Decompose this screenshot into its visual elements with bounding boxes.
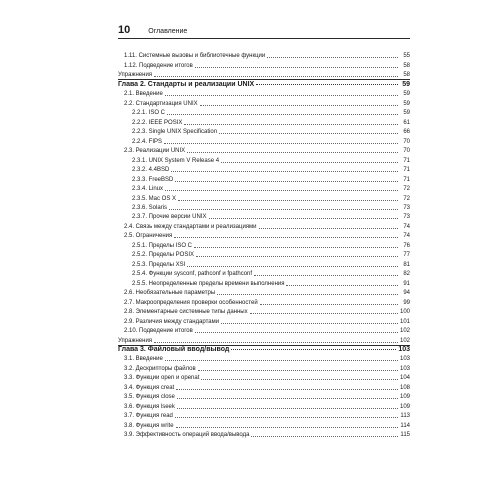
toc-entry-page: 70 <box>403 148 410 155</box>
toc-entry[interactable] <box>118 51 410 60</box>
toc-entry-title: 3.3. Функции open и openat <box>124 375 200 382</box>
toc-entry-title: 2.1. Введение <box>124 91 163 98</box>
toc-entry-title: 2.6. Необязательные параметры <box>124 290 216 297</box>
toc-entry-title: 1.11. Системные вызовы и библиотечные функции <box>124 53 266 60</box>
toc-entry[interactable] <box>118 203 410 212</box>
toc-entry-page: 72 <box>403 195 410 202</box>
toc-entry-title: 2.3.6. Solaris <box>132 204 168 211</box>
toc-entry-title: 3.7. Функция read <box>124 413 173 420</box>
toc-entry-title: Упражнения <box>118 337 153 344</box>
toc-entry-page: 91 <box>403 280 410 287</box>
toc-entry-page: 81 <box>403 261 410 268</box>
toc-entry-page: 70 <box>403 138 410 145</box>
toc-leader-dots <box>221 162 398 163</box>
toc-leader-dots <box>254 275 398 276</box>
toc-entry-title: 2.3. Реализации UNIX <box>124 148 186 155</box>
toc-entry-title: Глава 2. Стандарты и реализации UNIX <box>118 81 255 89</box>
toc-leader-dots <box>177 398 398 399</box>
toc-leader-dots <box>187 152 398 153</box>
toc-entry-title: 2.7. Макроопределения проверки особенностей <box>124 299 258 306</box>
toc-entry-page: 58 <box>403 62 410 69</box>
toc-entry[interactable] <box>118 60 410 69</box>
toc-leader-dots <box>165 190 398 191</box>
toc-leader-dots <box>187 266 398 267</box>
toc-entry[interactable] <box>118 420 410 429</box>
toc-entry-title: 2.3.4. Linux <box>132 186 164 193</box>
toc-leader-dots <box>178 200 398 201</box>
toc-chapter-entry[interactable] <box>118 345 410 354</box>
toc-entry-title: Упражнения <box>118 72 153 79</box>
toc-leader-dots <box>221 323 398 324</box>
toc-entry-title: 2.5.3. Пределы XSI <box>132 261 186 268</box>
toc-leader-dots <box>184 124 398 125</box>
toc-entry-page: 113 <box>400 413 410 420</box>
toc-entry-title: 2.10. Подведение итогов <box>124 328 193 335</box>
toc-entry-title: 2.2.2. IEEE POSIX <box>132 119 183 126</box>
toc-entry-title: 2.3.7. Прочие версии UNIX <box>132 214 207 221</box>
toc-entry-page: 71 <box>403 176 410 183</box>
toc-entry[interactable] <box>118 127 410 136</box>
toc-entry-title: Глава 3. Файловый ввод/вывод <box>118 346 230 354</box>
toc-entry[interactable] <box>118 250 410 259</box>
toc-entry-title: 2.5.2. Пределы POSIX <box>132 252 194 259</box>
toc-leader-dots <box>219 133 398 134</box>
toc-entry-title: 3.8. Функция write <box>124 422 174 429</box>
toc-entry-page: 94 <box>403 290 410 297</box>
toc-entry-page: 99 <box>403 299 410 306</box>
toc-entry[interactable] <box>118 212 410 221</box>
toc-entry-page: 74 <box>403 223 410 230</box>
toc-leader-dots <box>176 427 398 428</box>
toc-entry-page: 77 <box>403 252 410 259</box>
toc-entry-page: 115 <box>400 432 410 439</box>
toc-entry-title: 3.9. Эффективность операций ввода/вывода <box>124 432 250 439</box>
toc-chapter-entry[interactable] <box>118 79 410 88</box>
toc-leader-dots <box>200 105 398 106</box>
toc-entry[interactable] <box>118 392 410 401</box>
toc-entry[interactable] <box>118 108 410 117</box>
toc-entry[interactable] <box>118 288 410 297</box>
toc-entry[interactable] <box>118 221 410 230</box>
toc-entry-title: 2.4. Связь между стандартами и реализациями <box>124 223 257 230</box>
toc-entry-page: 74 <box>403 233 410 240</box>
toc-leader-dots <box>201 379 398 380</box>
table-of-contents <box>118 51 410 439</box>
toc-entry-title: 2.5. Ограничения <box>124 233 173 240</box>
toc-entry[interactable] <box>118 174 410 183</box>
toc-entry[interactable] <box>118 89 410 98</box>
toc-leader-dots <box>250 313 398 314</box>
toc-entry-title: 3.5. Функция close <box>124 394 175 401</box>
toc-entry-page: 103 <box>399 365 410 372</box>
toc-entry-title: 1.12. Подведение итогов <box>124 62 193 69</box>
toc-leader-dots <box>209 218 398 219</box>
toc-leader-dots <box>174 237 398 238</box>
toc-entry-page: 59 <box>402 81 410 89</box>
toc-entry-title: 2.5.1. Пределы ISO C <box>132 242 192 249</box>
toc-entry[interactable] <box>118 117 410 126</box>
toc-entry[interactable] <box>118 70 410 79</box>
toc-leader-dots <box>154 342 398 343</box>
toc-entry-title: 2.2. Стандартизация UNIX <box>124 100 198 107</box>
toc-entry-page: 102 <box>399 337 410 344</box>
toc-entry-title: 3.4. Функция creat <box>124 384 175 391</box>
toc-leader-dots <box>176 389 398 390</box>
toc-leader-dots <box>195 67 398 68</box>
toc-entry[interactable] <box>118 98 410 107</box>
running-title: Оглавление <box>148 28 188 35</box>
toc-entry[interactable] <box>118 297 410 306</box>
toc-entry[interactable] <box>118 231 410 240</box>
toc-entry[interactable] <box>118 146 410 155</box>
toc-leader-dots <box>267 57 398 58</box>
toc-entry[interactable] <box>118 259 410 268</box>
toc-entry-page: 109 <box>399 403 410 410</box>
toc-entry-title: 2.2.1. ISO C <box>132 110 166 117</box>
toc-entry[interactable] <box>118 326 410 335</box>
toc-entry[interactable] <box>118 193 410 202</box>
toc-entry-title: 2.9. Различия между стандартами <box>124 318 220 325</box>
toc-entry-title: 3.6. Функция lseek <box>124 403 175 410</box>
toc-entry-page: 108 <box>399 384 410 391</box>
toc-leader-dots <box>196 256 398 257</box>
toc-entry-page: 71 <box>403 167 410 174</box>
page-header <box>118 24 410 39</box>
toc-entry-page: 58 <box>403 72 410 79</box>
toc-entry-title: 2.3.2. 4.4BSD <box>132 167 170 174</box>
toc-entry[interactable] <box>118 184 410 193</box>
toc-entry-page: 102 <box>399 328 410 335</box>
toc-entry-page: 66 <box>403 129 410 136</box>
toc-entry-page: 59 <box>403 110 410 117</box>
toc-leader-dots <box>177 408 398 409</box>
toc-leader-dots <box>171 171 398 172</box>
toc-entry-page: 76 <box>403 242 410 249</box>
toc-leader-dots <box>251 436 398 437</box>
toc-entry-page: 104 <box>399 375 410 382</box>
toc-entry[interactable] <box>118 373 410 382</box>
toc-entry-title: 3.1. Введение <box>124 356 163 363</box>
toc-leader-dots <box>260 304 398 305</box>
toc-entry-page: 100 <box>399 309 410 316</box>
toc-entry-title: 2.8. Элементарные системные типы данных <box>124 309 248 316</box>
toc-entry-page: 109 <box>399 394 410 401</box>
toc-leader-dots <box>195 332 398 333</box>
toc-entry-page: 103 <box>398 346 410 354</box>
toc-entry-page: 73 <box>403 214 410 221</box>
toc-entry-page: 61 <box>403 119 410 126</box>
toc-leader-dots <box>165 95 398 96</box>
toc-leader-dots <box>231 349 396 350</box>
toc-leader-dots <box>286 285 398 286</box>
toc-entry[interactable] <box>118 316 410 325</box>
toc-entry-page: 59 <box>403 100 410 107</box>
toc-entry-page: 71 <box>403 157 410 164</box>
toc-entry-title: 2.3.3. FreeBSD <box>132 176 174 183</box>
toc-entry-page: 55 <box>403 53 410 60</box>
toc-entry[interactable] <box>118 165 410 174</box>
toc-entry[interactable] <box>118 401 410 410</box>
toc-leader-dots <box>165 360 398 361</box>
toc-leader-dots <box>259 228 398 229</box>
toc-entry[interactable] <box>118 335 410 344</box>
toc-entry-page: 72 <box>403 186 410 193</box>
toc-entry-title: 2.5.5. Неопределенные пределы времени выполнения <box>132 280 285 287</box>
toc-leader-dots <box>167 114 398 115</box>
toc-entry[interactable] <box>118 155 410 164</box>
toc-entry-title: 2.3.5. Mac OS X <box>132 195 177 202</box>
toc-leader-dots <box>256 84 398 85</box>
toc-entry-page: 59 <box>403 91 410 98</box>
toc-entry-title: 2.2.4. FIPS <box>132 138 163 145</box>
toc-entry[interactable] <box>118 430 410 439</box>
toc-entry[interactable] <box>118 307 410 316</box>
toc-leader-dots <box>154 76 398 77</box>
toc-entry-page: 82 <box>403 271 410 278</box>
toc-entry-page: 114 <box>400 422 410 429</box>
toc-entry-title: 3.2. Дескрипторы файлов <box>124 365 196 372</box>
toc-entry[interactable] <box>118 354 410 363</box>
toc-entry-page: 101 <box>399 318 410 325</box>
page-number: 10 <box>118 24 131 36</box>
toc-entry[interactable] <box>118 136 410 145</box>
toc-entry-title: 2.2.3. Single UNIX Specification <box>132 129 218 136</box>
toc-entry[interactable] <box>118 278 410 287</box>
toc-leader-dots <box>198 370 398 371</box>
toc-entry[interactable] <box>118 240 410 249</box>
toc-leader-dots <box>164 143 398 144</box>
toc-entry-title: 2.5.4. Функции sysconf, pathconf и fpathconf <box>132 271 253 278</box>
toc-entry[interactable] <box>118 411 410 420</box>
toc-leader-dots <box>175 417 398 418</box>
toc-entry-title: 2.3.1. UNIX System V Release 4 <box>132 157 220 164</box>
toc-entry-page: 103 <box>399 356 410 363</box>
toc-entry-page: 73 <box>403 204 410 211</box>
toc-leader-dots <box>217 294 398 295</box>
toc-entry[interactable] <box>118 363 410 372</box>
toc-entry[interactable] <box>118 382 410 391</box>
toc-leader-dots <box>175 181 398 182</box>
toc-leader-dots <box>194 247 398 248</box>
toc-leader-dots <box>169 209 398 210</box>
toc-entry[interactable] <box>118 269 410 278</box>
